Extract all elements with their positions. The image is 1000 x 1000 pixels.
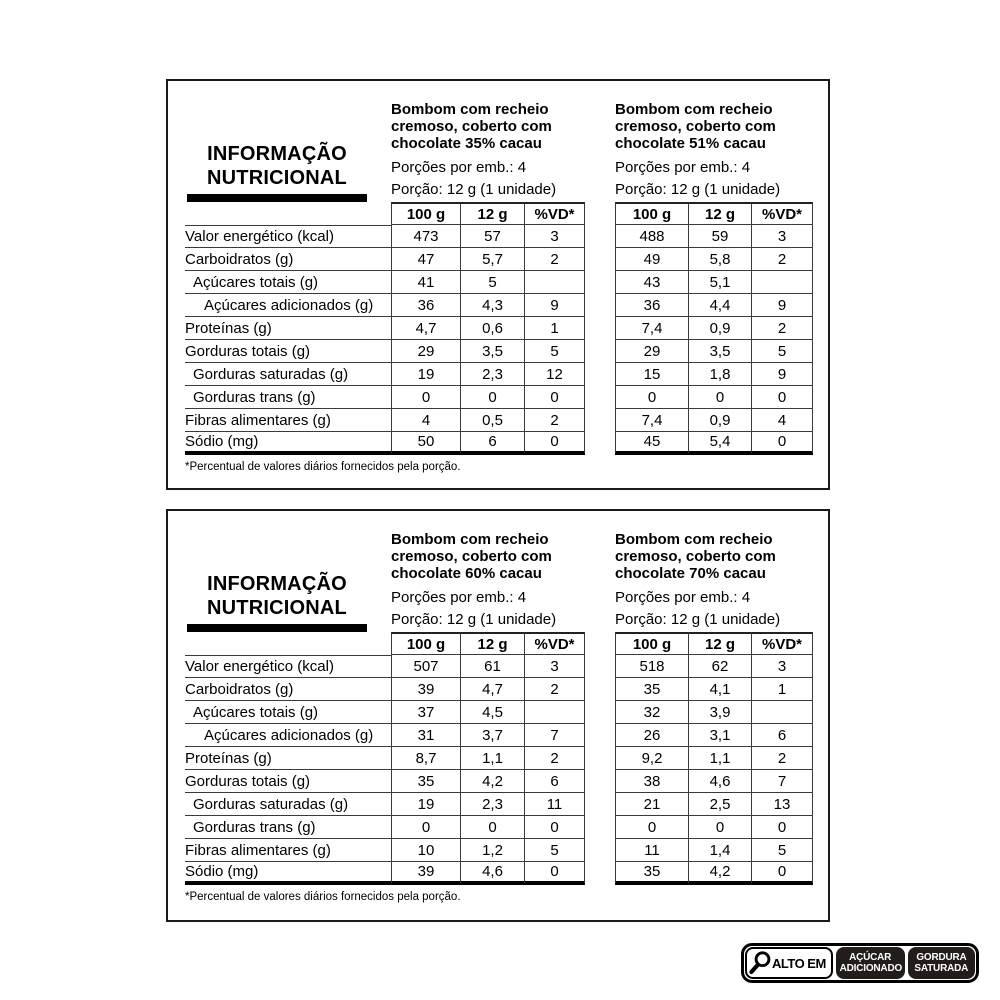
value-cell: 7,4 <box>615 409 689 432</box>
row-label: Açúcares totais (g) <box>185 701 391 724</box>
value-cell: 4,6 <box>689 770 752 793</box>
value-cell: 45 <box>615 432 689 455</box>
value-cell: 29 <box>391 340 461 363</box>
title-underline-bar <box>187 624 367 632</box>
value-cell: 6 <box>461 432 525 455</box>
warning-line: SATURADA <box>914 962 969 974</box>
value-cell: 39 <box>391 678 461 701</box>
serving-size-line: Porção: 12 g (1 unidade) <box>615 611 781 628</box>
value-cell: 9 <box>525 294 585 317</box>
value-cell: 3 <box>525 655 585 678</box>
value-cell: 35 <box>615 678 689 701</box>
row-label: Gorduras trans (g) <box>185 386 391 409</box>
value-cell: 57 <box>461 225 525 248</box>
column-header-cell: %VD* <box>525 202 585 225</box>
value-cell: 0 <box>461 386 525 409</box>
column-header-cell: 100 g <box>391 202 461 225</box>
value-cell: 6 <box>752 724 813 747</box>
value-cell: 5,4 <box>689 432 752 455</box>
value-cell: 0 <box>525 386 585 409</box>
value-cell: 39 <box>391 862 461 885</box>
value-cell: 1,4 <box>689 839 752 862</box>
value-cell: 3,5 <box>461 340 525 363</box>
value-cell: 4,2 <box>461 770 525 793</box>
value-cell: 15 <box>615 363 689 386</box>
product-name: Bombom com recheio cremoso, coberto com chocolate 60% cacau <box>391 531 552 582</box>
servings-line: Porções por emb.: 4 <box>391 589 527 606</box>
value-cell: 0 <box>752 432 813 455</box>
row-label: Gorduras trans (g) <box>185 816 391 839</box>
alto-em-label: ALTO EM <box>772 955 826 971</box>
value-cell: 9,2 <box>615 747 689 770</box>
column-header-cell: 12 g <box>461 632 525 655</box>
value-cell: 473 <box>391 225 461 248</box>
value-cell: 35 <box>615 862 689 885</box>
row-label: Gorduras totais (g) <box>185 770 391 793</box>
value-cell: 26 <box>615 724 689 747</box>
nutrition-panel-bottom <box>166 509 830 922</box>
row-label: Açúcares adicionados (g) <box>185 294 391 317</box>
value-cell: 0 <box>615 386 689 409</box>
value-cell: 3 <box>752 655 813 678</box>
daily-values-footnote: *Percentual de valores diários fornecidos pela porção. <box>185 461 461 473</box>
row-label: Açúcares totais (g) <box>185 271 391 294</box>
row-label: Gorduras totais (g) <box>185 340 391 363</box>
value-cell: 0 <box>525 432 585 455</box>
column-header-cell: %VD* <box>525 632 585 655</box>
value-cell: 1,1 <box>461 747 525 770</box>
column-header-cell: 100 g <box>391 632 461 655</box>
value-cell: 0 <box>689 386 752 409</box>
nutrition-panel-top <box>166 79 830 490</box>
value-cell: 3 <box>752 225 813 248</box>
warning-pill-gordura-saturada <box>908 947 975 979</box>
row-label: Gorduras saturadas (g) <box>185 793 391 816</box>
value-cell: 5 <box>525 839 585 862</box>
row-label: Sódio (mg) <box>185 862 391 885</box>
value-cell: 62 <box>689 655 752 678</box>
value-cell: 3,5 <box>689 340 752 363</box>
value-cell: 507 <box>391 655 461 678</box>
value-cell: 47 <box>391 248 461 271</box>
value-cell: 1 <box>752 678 813 701</box>
value-cell: 0 <box>615 816 689 839</box>
value-cell: 5 <box>752 340 813 363</box>
product-name: Bombom com recheio cremoso, coberto com chocolate 51% cacau <box>615 101 776 152</box>
value-cell: 49 <box>615 248 689 271</box>
value-cell: 61 <box>461 655 525 678</box>
value-cell: 0 <box>752 386 813 409</box>
value-cell: 0,9 <box>689 317 752 340</box>
value-cell: 3,9 <box>689 701 752 724</box>
product-header <box>615 531 813 632</box>
value-cell: 11 <box>615 839 689 862</box>
product-header <box>615 101 813 202</box>
nutrition-table <box>185 101 828 473</box>
value-cell: 3,1 <box>689 724 752 747</box>
product-name: Bombom com recheio cremoso, coberto com chocolate 35% cacau <box>391 101 552 152</box>
value-cell: 1 <box>525 317 585 340</box>
value-cell: 8,7 <box>391 747 461 770</box>
panel-title: INFORMAÇÃO NUTRICIONAL <box>207 143 347 189</box>
value-cell: 50 <box>391 432 461 455</box>
product-header <box>391 531 585 632</box>
value-cell: 6 <box>525 770 585 793</box>
value-cell: 2 <box>752 248 813 271</box>
row-label: Valor energético (kcal) <box>185 225 391 248</box>
value-cell: 4 <box>391 409 461 432</box>
value-cell: 0,6 <box>461 317 525 340</box>
row-label: Fibras alimentares (g) <box>185 409 391 432</box>
column-header-cell: 100 g <box>615 202 689 225</box>
value-cell: 4 <box>752 409 813 432</box>
value-cell: 3,7 <box>461 724 525 747</box>
value-cell: 0 <box>461 816 525 839</box>
serving-size-line: Porção: 12 g (1 unidade) <box>391 611 557 628</box>
value-cell: 2,5 <box>689 793 752 816</box>
row-label: Carboidratos (g) <box>185 248 391 271</box>
value-cell: 13 <box>752 793 813 816</box>
daily-values-footnote: *Percentual de valores diários fornecidos pela porção. <box>185 891 461 903</box>
nutrition-table <box>185 531 828 903</box>
value-cell: 2,3 <box>461 363 525 386</box>
column-header-cell: %VD* <box>752 632 813 655</box>
value-cell: 1,1 <box>689 747 752 770</box>
column-header-cell: 12 g <box>689 202 752 225</box>
value-cell: 4,1 <box>689 678 752 701</box>
product-header <box>391 101 585 202</box>
value-cell: 7 <box>752 770 813 793</box>
serving-size-line: Porção: 12 g (1 unidade) <box>391 181 557 198</box>
value-cell: 0 <box>752 862 813 885</box>
serving-size-line: Porção: 12 g (1 unidade) <box>615 181 781 198</box>
value-cell: 12 <box>525 363 585 386</box>
servings-line: Porções por emb.: 4 <box>615 159 751 176</box>
panel-title-block <box>185 101 391 202</box>
value-cell: 43 <box>615 271 689 294</box>
value-cell: 5 <box>752 839 813 862</box>
alto-em-pill <box>745 947 833 979</box>
row-label: Açúcares adicionados (g) <box>185 724 391 747</box>
value-cell: 32 <box>615 701 689 724</box>
value-cell: 36 <box>391 294 461 317</box>
panel-title-block <box>185 531 391 632</box>
row-label: Proteínas (g) <box>185 747 391 770</box>
value-cell: 37 <box>391 701 461 724</box>
servings-line: Porções por emb.: 4 <box>391 159 527 176</box>
value-cell: 2 <box>752 747 813 770</box>
value-cell <box>525 701 585 724</box>
value-cell: 21 <box>615 793 689 816</box>
value-cell: 19 <box>391 363 461 386</box>
value-cell: 4,6 <box>461 862 525 885</box>
value-cell: 488 <box>615 225 689 248</box>
value-cell: 36 <box>615 294 689 317</box>
value-cell: 1,2 <box>461 839 525 862</box>
value-cell: 4,4 <box>689 294 752 317</box>
value-cell: 0 <box>752 816 813 839</box>
value-cell: 4,7 <box>391 317 461 340</box>
column-header-cell: 100 g <box>615 632 689 655</box>
value-cell: 9 <box>752 363 813 386</box>
value-cell <box>752 271 813 294</box>
alto-em-warning-badge <box>741 943 979 983</box>
value-cell: 0 <box>525 862 585 885</box>
panel-title: INFORMAÇÃO NUTRICIONAL <box>207 573 347 619</box>
row-label: Valor energético (kcal) <box>185 655 391 678</box>
title-underline-bar <box>187 194 367 202</box>
value-cell: 2,3 <box>461 793 525 816</box>
warning-line: ADICIONADO <box>839 962 902 974</box>
value-cell: 7,4 <box>615 317 689 340</box>
row-label: Carboidratos (g) <box>185 678 391 701</box>
value-cell: 4,2 <box>689 862 752 885</box>
column-header-cell: 12 g <box>689 632 752 655</box>
value-cell: 0 <box>525 816 585 839</box>
value-cell: 41 <box>391 271 461 294</box>
row-label: Gorduras saturadas (g) <box>185 363 391 386</box>
value-cell: 0 <box>391 816 461 839</box>
column-header-cell: 12 g <box>461 202 525 225</box>
value-cell: 29 <box>615 340 689 363</box>
column-header-cell: %VD* <box>752 202 813 225</box>
value-cell: 2 <box>525 248 585 271</box>
value-cell: 2 <box>525 409 585 432</box>
value-cell: 0,9 <box>689 409 752 432</box>
value-cell: 0 <box>391 386 461 409</box>
value-cell: 59 <box>689 225 752 248</box>
value-cell: 19 <box>391 793 461 816</box>
value-cell: 2 <box>752 317 813 340</box>
row-label: Sódio (mg) <box>185 432 391 455</box>
value-cell: 9 <box>752 294 813 317</box>
value-cell: 5,7 <box>461 248 525 271</box>
warning-line: AÇÚCAR <box>849 951 892 963</box>
value-cell: 0 <box>689 816 752 839</box>
value-cell: 5,1 <box>689 271 752 294</box>
value-cell: 5,8 <box>689 248 752 271</box>
value-cell: 4,3 <box>461 294 525 317</box>
value-cell: 1,8 <box>689 363 752 386</box>
value-cell <box>752 701 813 724</box>
value-cell: 10 <box>391 839 461 862</box>
row-label: Fibras alimentares (g) <box>185 839 391 862</box>
value-cell: 7 <box>525 724 585 747</box>
value-cell <box>525 271 585 294</box>
value-cell: 4,5 <box>461 701 525 724</box>
value-cell: 11 <box>525 793 585 816</box>
value-cell: 31 <box>391 724 461 747</box>
value-cell: 2 <box>525 678 585 701</box>
magnifier-icon <box>748 950 772 977</box>
value-cell: 518 <box>615 655 689 678</box>
value-cell: 0,5 <box>461 409 525 432</box>
product-name: Bombom com recheio cremoso, coberto com chocolate 70% cacau <box>615 531 776 582</box>
value-cell: 5 <box>525 340 585 363</box>
warning-pill-acucar-adicionado <box>836 947 906 979</box>
value-cell: 3 <box>525 225 585 248</box>
value-cell: 2 <box>525 747 585 770</box>
value-cell: 38 <box>615 770 689 793</box>
value-cell: 35 <box>391 770 461 793</box>
row-label: Proteínas (g) <box>185 317 391 340</box>
value-cell: 5 <box>461 271 525 294</box>
warning-line: GORDURA <box>916 951 967 963</box>
servings-line: Porções por emb.: 4 <box>615 589 751 606</box>
value-cell: 4,7 <box>461 678 525 701</box>
